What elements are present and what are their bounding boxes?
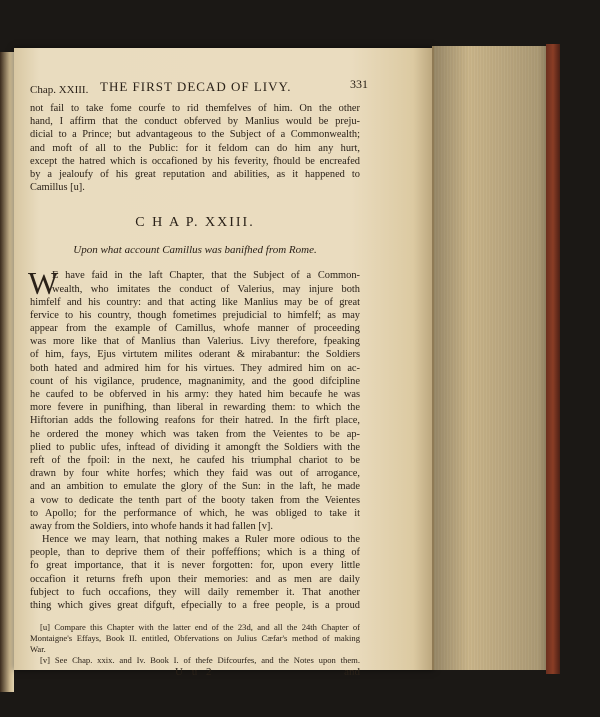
- text-line: people, than to deprive them of their poffeffions; which is a thing of: [30, 547, 360, 559]
- footnotes: [30, 622, 360, 666]
- text-line: fubject to fuch occafions, they will daily remember it. That another: [30, 586, 360, 598]
- text-line: of him, fays, Ejus virtutem milites oderant & mirabantur: the Soldiers: [30, 349, 360, 361]
- text-line: both hated and admired him for his virtues. They admired him on ac-: [30, 362, 360, 374]
- book-cover-edge: [546, 44, 560, 674]
- footnote-line: [u] Compare this Chapter with the latter end of the 23d, and all the 24th Chapter of: [40, 622, 360, 633]
- text-line: thing which gives great difguft, efpecially to a free people, is a proud: [30, 600, 360, 611]
- text-line: was more like that of Manlius than Valerius. Livy therefore, fpeaking: [30, 336, 360, 348]
- text-line: plied to public ufes, inftead of dividing it amongft the Soldiers with the: [30, 441, 360, 453]
- paragraph-two: [30, 533, 360, 612]
- left-page-edge: [0, 52, 14, 692]
- text-line: not fail to take fome courfe to rid themfelves of him. On the other: [30, 103, 360, 114]
- page-number: 331: [350, 77, 368, 91]
- text-line: E have faid in the laft Chapter, that the Subject of a Common-: [52, 270, 360, 282]
- text-line: he caufed to be obferved in his army: they hated him becaufe he was: [30, 389, 360, 400]
- text-line: except the hatred which is occafioned by his feverity, fhould be encreafed: [30, 155, 360, 167]
- signature-mark: U u 2: [175, 666, 215, 679]
- text-line: more fevere in punifhing, than liberal in rewarding them: to which the: [30, 402, 360, 414]
- text-line: and an ambition to emulate the glory of the Sun: in the laft, he made: [30, 481, 360, 493]
- signature-line: [30, 666, 360, 680]
- text-line: and moft of all to the Public: for it feldom can do him any hurt,: [30, 142, 360, 154]
- text-line: drawn by four white horfes; which they faid was out of arrogance,: [30, 468, 360, 480]
- page-text: [28, 77, 368, 680]
- chapter-heading: C H A P. XXIII.: [135, 215, 255, 231]
- footnote-line: War.: [30, 644, 46, 655]
- chapter-subtitle: Upon what account Camillus was banifhed from Rome.: [73, 244, 317, 257]
- text-line: appear from the example of Camillus, whofe manner of proceeding: [30, 323, 360, 335]
- text-line: count of his vigilance, prudence, magnanimity, and the good difcipline: [30, 375, 360, 387]
- text-line: he ordered the money which was taken from the Veientes to be ap-: [30, 428, 360, 440]
- chapter-reference: Chap. XXIII.: [30, 84, 89, 96]
- text-line: Camillus [u].: [30, 182, 85, 194]
- text-line: Hiftorian adds the following reafons for their hatred. In the firft place,: [30, 415, 360, 427]
- footnote-line: [v] See Chap. xxix. and Iv. Book I. of thefe Difcourfes, and the Notes upon them.: [40, 655, 360, 666]
- drop-cap: W: [28, 265, 59, 302]
- text-line: dicial to a Prince; but advantageous to the Subject of a Commonwealth;: [30, 129, 360, 141]
- paragraph-one: [28, 265, 360, 533]
- running-title: THE FIRST DECAD OF LIVY.: [100, 79, 292, 94]
- text-line: to Apollo; for the performance of which, he was obliged to take it: [30, 507, 360, 519]
- text-line: away from the Soldiers, into whofe hands it had fallen [v].: [30, 520, 273, 532]
- text-line: hand, I affirm that the conduct obferved by Manlius would be preju-: [30, 116, 360, 128]
- text-line: occafion it returns frefh upon their memories: and as men are daily: [30, 573, 360, 585]
- catchword: and: [344, 666, 360, 679]
- text-line: fervice to his country, though fometimes prejudicial to himfelf; as may: [30, 309, 360, 321]
- text-line: himfelf and his country: and that acting like Manlius may be of great: [30, 296, 360, 308]
- text-line: fo great importance, that it is never forgotten: for, upon every little: [30, 560, 360, 572]
- text-line: wealth, who imitates the conduct of Valerius, may injure both: [52, 283, 360, 295]
- text-line: a vow to dedicate the tenth part of the booty taken from the Veientes: [30, 494, 360, 506]
- footnote-line: Montaigne's Effays, Book II. entitled, Obfervations on Julius Cæfar's method of making: [30, 633, 360, 644]
- running-header: [30, 77, 368, 100]
- intro-paragraph: [30, 102, 360, 194]
- text-line: by a jealoufy of his great reputation and abilities, as it happened to: [30, 168, 360, 180]
- text-line: Hence we may learn, that nothing makes a Ruler more odious to the: [42, 534, 360, 546]
- page-edges: [432, 46, 550, 670]
- text-line: reft of the fpoil: in the next, he caufed his triumphal chariot to be: [30, 454, 360, 466]
